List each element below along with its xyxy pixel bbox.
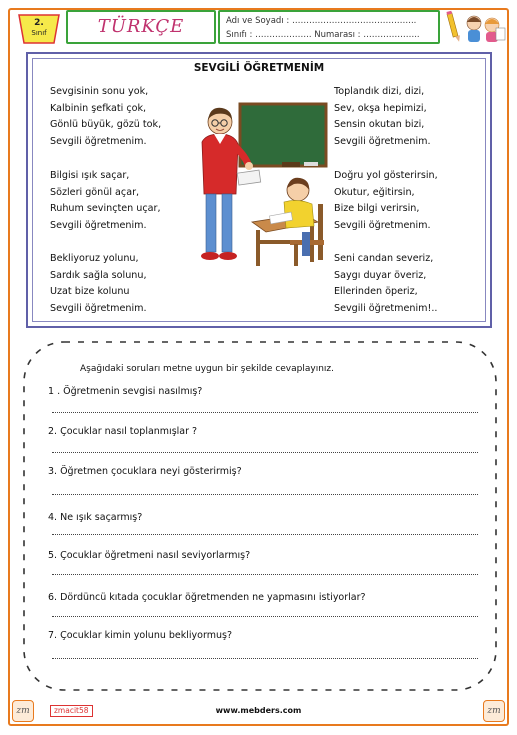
poem-line: Sevgili öğretmenim. <box>50 219 147 231</box>
poem-line: Sensin okutan bizi, <box>334 119 425 130</box>
poem-line: Ruhum sevinçten uçar, <box>50 203 161 214</box>
teacher-student-illustration <box>186 94 334 270</box>
poem-line: Bekliyoruz yolunu, <box>50 253 139 264</box>
answer-line-2[interactable] <box>52 452 478 453</box>
class-number-field[interactable]: Sınıfı : ……………….. Numarası : ……………….. <box>226 30 420 40</box>
poem-right-stanza-2 <box>334 168 438 234</box>
poem-line: Ellerinden öperiz, <box>334 286 418 297</box>
poem-line: Okutur, eğitirsin, <box>334 186 415 198</box>
subject-title-box <box>66 10 216 44</box>
question-5: 5. Çocuklar öğretmeni nasıl seviyorlarmış? <box>48 550 251 561</box>
question-2: 2. Çocuklar nasıl toplanmışlar ? <box>48 426 198 437</box>
student-info-box <box>218 10 440 44</box>
poem-line: Kalbinin şefkati çok, <box>50 102 147 114</box>
poem-line: Sevgisinin sonu yok, <box>50 86 149 97</box>
poem-right-stanza-1 <box>334 84 431 150</box>
name-field[interactable]: Adı ve Soyadı : …………………………………….. <box>226 16 417 26</box>
grade-badge <box>16 12 62 46</box>
poem-line: Sevgili öğretmenim. <box>50 135 147 147</box>
poem-line: Bize bilgi verirsin, <box>334 203 420 214</box>
questions-instruction: Aşağıdaki soruları metne uygun bir şekilde cevaplayınız. <box>80 364 334 374</box>
poem-left-stanza-3 <box>50 251 147 317</box>
question-6: 6. Dördüncü kıtada çocuklar öğretmenden ne yapmasını istiyorlar? <box>48 592 366 603</box>
answer-line-5[interactable] <box>52 574 478 575</box>
questions-box <box>22 340 498 692</box>
poem-line: Doğru yol gösterirsin, <box>334 170 438 181</box>
poem-line: Sevgili öğretmenim!.. <box>334 302 438 314</box>
question-3: 3. Öğretmen çocuklara neyi gösterirmiş? <box>48 466 242 477</box>
answer-line-1[interactable] <box>52 412 478 413</box>
answer-line-4[interactable] <box>52 534 478 535</box>
poem-title: SEVGİLİ ÖĞRETMENİM <box>193 62 325 74</box>
zm-logo-left: zm <box>12 700 34 722</box>
question-7: 7. Çocuklar kimin yolunu bekliyormuş? <box>48 630 232 641</box>
question-1: 1 . Öğretmenin sevgisi nasılmış? <box>48 386 203 397</box>
answer-line-3[interactable] <box>52 494 478 495</box>
poem-line: Sevgili öğretmenim. <box>50 302 147 314</box>
grade-word: Sınıf <box>31 29 47 37</box>
poem-line: Bilgisi ışık saçar, <box>50 170 130 181</box>
answer-line-7[interactable] <box>52 658 478 659</box>
poem-line: Uzat bize kolunu <box>50 286 130 297</box>
poem-line: Sevgili öğretmenim. <box>334 135 431 147</box>
poem-line: Sevgili öğretmenim. <box>334 219 431 231</box>
kids-illustration <box>444 10 508 44</box>
question-4: 4. Ne ışık saçarmış? <box>48 512 143 523</box>
poem-line: Toplandık dizi, dizi, <box>334 86 425 97</box>
grade-number: 2. <box>34 18 44 28</box>
author-tag: zmacit58 <box>50 705 93 717</box>
answer-line-6[interactable] <box>52 616 478 617</box>
poem-left-stanza-2 <box>50 168 161 234</box>
header <box>10 10 507 46</box>
poem-left-stanza-1 <box>50 84 161 150</box>
poem-line: Seni candan severiz, <box>334 253 434 264</box>
poem-right-stanza-3 <box>334 251 437 317</box>
poem-line: Gönlü büyük, gözü tok, <box>50 119 162 130</box>
poem-line: Saygı duyar överiz, <box>334 269 427 281</box>
zm-logo-right: zm <box>483 700 505 722</box>
poem-line: Sözleri gönül açar, <box>50 186 140 198</box>
website-link[interactable]: www.mebders.com <box>215 706 302 715</box>
poem-line: Sardık sağla solunu, <box>50 269 147 281</box>
poem-line: Sev, okşa hepimizi, <box>334 102 427 114</box>
subject-title: TÜRKÇE <box>97 16 185 37</box>
poem-box <box>26 52 492 328</box>
footer <box>10 700 507 724</box>
